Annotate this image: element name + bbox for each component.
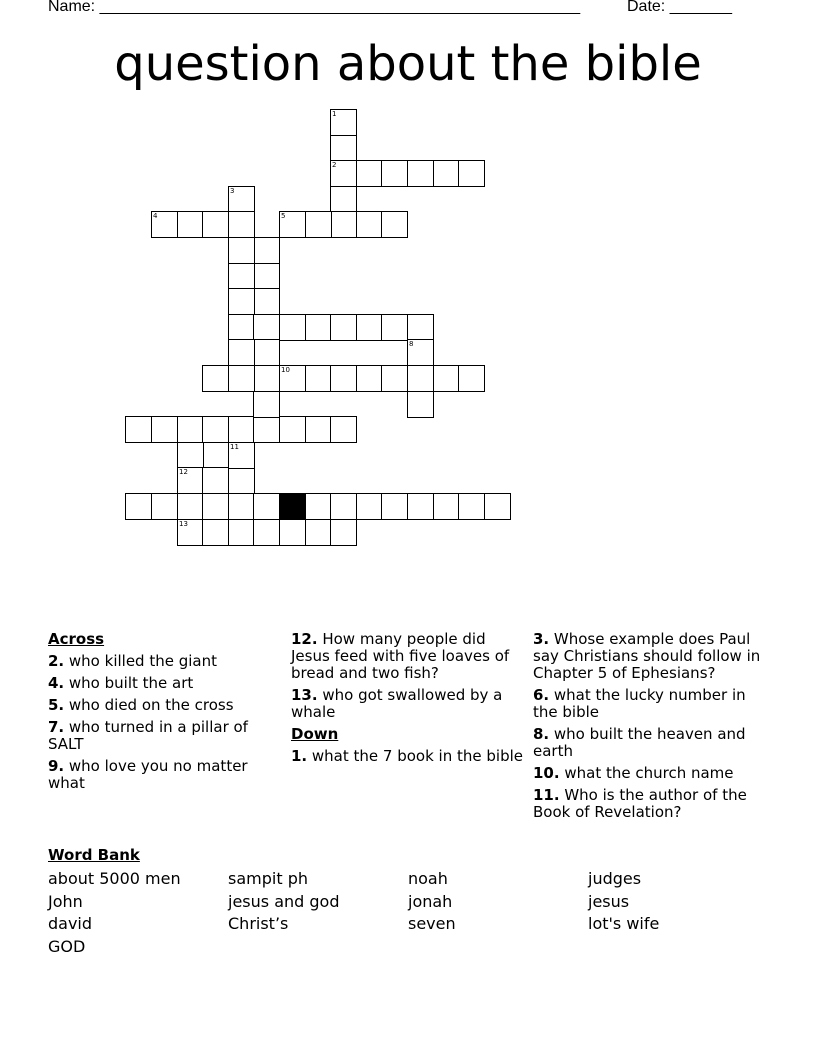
grid-cell[interactable] [177,467,204,494]
clue-down-8: 8. who built the heaven and earth [533,725,746,760]
clue-down-6: 6. what the lucky number in the bible [533,686,746,721]
clue-across-5: 5. who died on the cross [48,696,234,714]
grid-cell[interactable] [381,365,408,392]
grid-cell[interactable] [407,365,434,392]
clue-number: 13 [179,520,188,528]
clue-number: 2 [332,161,337,169]
grid-cell[interactable] [381,211,408,238]
clues-column-3 [533,631,763,826]
clue-across-13: 13. who got swallowed by a whale [291,686,503,721]
grid-cell[interactable] [279,211,306,238]
grid-cell[interactable] [458,160,485,187]
grid-cell[interactable] [253,365,280,392]
clue-number: 1 [332,110,337,118]
grid-cell[interactable] [407,314,434,341]
word-bank-item: jesus [588,892,630,911]
word-bank-item: GOD [48,937,86,956]
clue-across-9: 9. who love you no matter what [48,757,248,792]
grid-cell[interactable] [151,211,178,238]
grid-cell[interactable] [125,416,152,443]
clue-across-4: 4. who built the art [48,674,194,692]
grid-cell[interactable] [253,288,280,315]
clue-down-11: 11. Who is the author of the Book of Revelation? [533,786,747,821]
word-bank-item: John [48,892,83,911]
clue-down-3: 3. Whose example does Paul say Christians should follow in Chapter 5 of Ephesians? [533,630,761,682]
grid-cell[interactable] [228,237,255,264]
grid-cell[interactable] [253,416,280,443]
grid-cell[interactable] [330,135,357,162]
grid-cell[interactable] [458,493,485,520]
clues-column-1 [48,631,270,797]
grid-cell[interactable] [202,519,229,546]
grid-cell[interactable] [330,365,357,392]
date-label: Date: [627,0,670,15]
grid-cell[interactable] [279,365,306,392]
name-label: Name: [48,0,100,15]
grid-cell[interactable] [305,519,332,546]
page-title: question about the bible [114,36,702,92]
grid-cell[interactable] [305,211,332,238]
grid-cell[interactable] [330,211,357,238]
black-cell [279,493,306,520]
name-line: ______________________________________________________ [99,0,581,15]
grid-cell[interactable] [381,160,408,187]
grid-cell[interactable] [228,211,255,238]
grid-cell[interactable] [356,493,383,520]
grid-cell[interactable] [228,467,255,494]
across-heading: Across [48,630,105,648]
grid-cell[interactable] [330,109,357,136]
grid-cell[interactable] [253,519,280,546]
clue-number: 11 [230,443,239,451]
grid-cell[interactable] [151,416,178,443]
word-bank-heading: Word Bank [48,846,140,864]
grid-cell[interactable] [330,416,357,443]
grid-cell[interactable] [151,493,178,520]
clue-down-10: 10. what the church name [533,764,734,782]
grid-cell[interactable] [228,416,255,443]
clue-number: 10 [281,366,290,374]
grid-cell[interactable] [356,365,383,392]
grid-cell[interactable] [228,288,255,315]
grid-cell[interactable] [177,442,204,469]
grid-cell[interactable] [253,339,280,366]
grid-cell[interactable] [433,160,460,187]
clue-across-12: 12. How many people did Jesus feed with five loaves of bread and two fish? [291,630,510,682]
grid-cell[interactable] [228,365,255,392]
grid-cell[interactable] [305,314,332,341]
grid-cell[interactable] [202,365,229,392]
grid-cell[interactable] [253,314,280,341]
grid-cell[interactable] [228,314,255,341]
word-bank-item: jonah [408,892,453,911]
down-heading: Down [291,725,339,743]
clues-column-2 [291,631,526,770]
grid-cell[interactable] [228,519,255,546]
grid-cell[interactable] [458,365,485,392]
grid-cell[interactable] [356,160,383,187]
grid-cell[interactable] [202,493,229,520]
grid-cell[interactable] [305,493,332,520]
word-bank-item: jesus and god [228,892,340,911]
grid-cell[interactable] [228,186,255,213]
grid-cell[interactable] [177,416,204,443]
grid-cell[interactable] [330,314,357,341]
grid-cell[interactable] [279,519,306,546]
grid-cell[interactable] [381,493,408,520]
grid-cell[interactable] [253,391,280,418]
word-bank-item: david [48,914,93,933]
word-bank-item: about 5000 men [48,869,181,888]
clue-across-7: 7. who turned in a pillar of SALT [48,718,248,753]
grid-cell[interactable] [253,493,280,520]
clue-number: 3 [230,187,235,195]
grid-cell[interactable] [407,339,434,366]
grid-cell[interactable] [279,416,306,443]
grid-cell[interactable] [228,493,255,520]
grid-cell[interactable] [202,416,229,443]
word-bank-item: Christ’s [228,914,289,933]
grid-cell[interactable] [228,339,255,366]
grid-cell[interactable] [407,160,434,187]
grid-cell[interactable] [381,314,408,341]
grid-cell[interactable] [330,160,357,187]
clue-down-1: 1. what the 7 book in the bible [291,747,523,765]
grid-cell[interactable] [125,493,152,520]
grid-cell[interactable] [177,519,204,546]
clue-number: 8 [409,340,414,348]
grid-cell[interactable] [228,263,255,290]
word-bank-item: seven [408,914,456,933]
grid-cell[interactable] [356,314,383,341]
grid-cell[interactable] [177,493,204,520]
grid-cell[interactable] [177,211,204,238]
word-bank-item: judges [588,869,642,888]
word-bank-item: lot's wife [588,914,660,933]
grid-cell[interactable] [407,391,434,418]
grid-cell[interactable] [330,493,357,520]
grid-cell[interactable] [202,467,229,494]
grid-cell[interactable] [484,493,511,520]
grid-cell[interactable] [433,493,460,520]
grid-cell[interactable] [279,314,306,341]
clue-number: 12 [179,468,188,476]
grid-cell[interactable] [433,365,460,392]
date-line: _______ [669,0,732,15]
clue-number: 5 [281,212,286,220]
grid-cell[interactable] [330,186,357,213]
grid-cell[interactable] [228,442,255,469]
grid-cell[interactable] [305,365,332,392]
word-bank-item: sampit ph [228,869,308,888]
grid-cell[interactable] [305,416,332,443]
grid-cell[interactable] [253,263,280,290]
grid-cell[interactable] [330,519,357,546]
clue-across-2: 2. who killed the giant [48,652,217,670]
grid-cell[interactable] [253,237,280,264]
grid-cell[interactable] [356,211,383,238]
clue-number: 4 [153,212,158,220]
grid-cell[interactable] [407,493,434,520]
word-bank-item: noah [408,869,448,888]
grid-cell[interactable] [202,211,229,238]
